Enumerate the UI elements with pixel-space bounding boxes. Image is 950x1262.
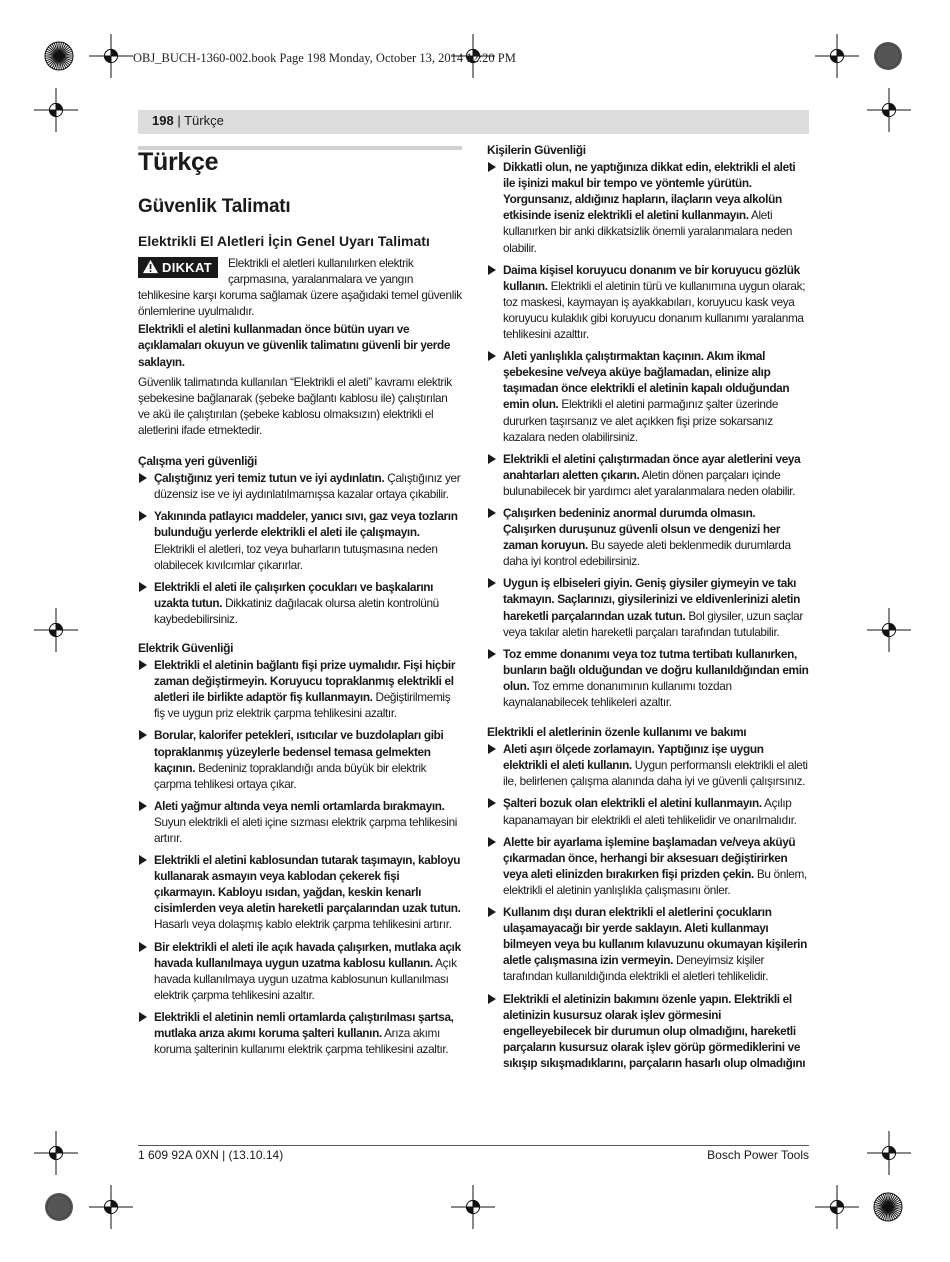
item-text: Açılıp kapanamayan bir elektrikli el aleti tehlikelidir ve onarılmalıdır.	[503, 796, 797, 827]
bullet-arrow-icon	[488, 744, 496, 754]
bullet-arrow-icon	[488, 837, 496, 847]
item-emphasis: Elektrikli el aletini kablosundan tutarak taşımayın, kabloyu kullanarak asmayın veya kablodan çekerek fişi çıkarmayın. Kabloyu ısıdan, yağdan, keskin kenarlı cisimlerden veya aletin hareketli parçalarından uzak tutun.	[154, 853, 461, 916]
item-text: Arıza akımı koruma şalterinin kullanımı elektrik çarpma tehlikesini azaltır.	[154, 1026, 449, 1057]
electrical-item	[138, 657, 462, 721]
item-text: Deneyimsiz kişiler tarafından kullanıldığında elektrikli el aletleri tehlikelidir.	[503, 953, 769, 984]
read-instructions-paragraph	[138, 321, 462, 369]
item-emphasis: Elektrikli el aletinin nemli ortamlarda çalıştırılması şartsa, mutlaka arıza akımı koruma şalteri kullanın.	[154, 1009, 454, 1041]
intro-paragraph	[138, 255, 462, 319]
work-area-item	[138, 470, 462, 502]
tool-care-item	[487, 991, 809, 1071]
right-column	[487, 142, 809, 1071]
definition-paragraph: Güvenlik talimatında kullanılan “Elektrikli el aleti” kavramı elektrik şebekesine bağlanarak (şebeke bağlantı kablosu ile) çalıştırılan ve akü ile çalıştırılan (şebeke kablosu olmaksızın) elektrikli el aletlerini ifade etmektedir.	[138, 374, 452, 437]
personal-safety-item	[487, 646, 809, 710]
item-emphasis: Çalışırken bedeniniz anormal durumda olmasın. Çalışırken duruşunuz güvenli olsun ve dengenizi her zaman koruyun.	[503, 505, 781, 553]
gray-disc-mark-icon	[873, 41, 903, 71]
item-emphasis: Yakınında patlayıcı maddeler, yanıcı sıvı, gaz veya tozların bulunduğu yerlerde elektrikli el aleti ile çalışmayın.	[154, 509, 458, 540]
crosshair-mark-icon	[867, 1131, 911, 1175]
crosshair-mark-icon	[867, 608, 911, 652]
item-emphasis: Daima kişisel koruyucu donanım ve bir koruyucu gözlük kullanın.	[503, 262, 800, 293]
left-column	[138, 255, 462, 1057]
bullet-arrow-icon	[139, 801, 147, 811]
tool-care-item	[487, 834, 809, 898]
item-emphasis: Aleti yanlışlıkla çalıştırmaktan kaçının. Akım ikmal şebekesine ve/veya aküye bağlamadan, elinize alıp taşımadan önce elektrikli el aletinin kapalı olduğundan emin olun.	[503, 349, 790, 412]
item-emphasis: Elektrikli el aletinizin bakımını özenle yapın. Elektrikli el aletinizin kusursuz olarak işlev görmesini engelleyebilecek bir durumun olup olmadığını, hareketli parçaların kusursuz olarak işlev görüp görmediklerini ve sıkışıp sıkışmadıklarını, parçaların hasarlı olup olmadığını	[503, 991, 806, 1070]
bullet-arrow-icon	[488, 162, 496, 172]
item-text: Değiştirilmemiş fiş ve uygun priz elektrik çarpma tehlikesini azaltır.	[154, 690, 451, 721]
personal-safety-item	[487, 348, 809, 445]
footer-brand: Bosch Power Tools	[707, 1148, 809, 1162]
page-subtitle: Güvenlik Talimatı	[138, 196, 291, 217]
item-emphasis: Dikkatli olun, ne yaptığınıza dikkat edin, elektrikli el aleti ile işinizi makul bir tempo ve yöntemle yürütün. Yorgunsanız, aldığınız hapların, ilaçların veya alkolün etkisinde iseniz elektrikli el aletini kullanmayın.	[503, 160, 796, 223]
bullet-arrow-icon	[488, 508, 496, 518]
item-text: Dikkatiniz dağılacak olursa aletin kontrolünü kaybedebilirsiniz.	[154, 595, 439, 626]
item-emphasis: Çalıştığınız yeri temiz tutun ve iyi aydınlatın.	[154, 471, 385, 486]
warning-label: DIKKAT	[162, 260, 212, 275]
work-area-heading: Çalışma yeri güvenliği	[138, 454, 258, 469]
read-instructions-text: Elektrikli el aletini kullanmadan önce bütün uyarı ve açıklamaları okuyun ve güvenlik talimatını güvenli bir yerde saklayın.	[138, 322, 451, 369]
item-text: Aletin dönen parçaları içinde bulunabilecek bir yardımcı alet yaralanmalara neden olabilir.	[503, 467, 796, 498]
crosshair-mark-icon	[815, 1185, 859, 1229]
item-emphasis: Toz emme donanımı veya toz tutma tertibatı kullanırken, bunların bağlı olduğundan ve doğru kullanıldığından emin olun.	[503, 646, 809, 693]
item-text: Hasarlı veya dolaşmış kablo elektrik çarpma tehlikesini artırır.	[154, 917, 452, 932]
electrical-item	[138, 852, 462, 932]
crosshair-mark-icon	[451, 1185, 495, 1229]
tool-care-item	[487, 904, 809, 984]
page-header: 198 | Türkçe	[152, 113, 224, 128]
electrical-item	[138, 1009, 462, 1057]
electrical-item	[138, 727, 462, 791]
personal-safety-heading: Kişilerin Güvenliği	[487, 143, 586, 157]
item-text: Bedeniniz topraklandığı anda büyük bir elektrik çarpma tehlikesi ortaya çıkar.	[154, 760, 427, 791]
page-number: 198	[152, 113, 174, 128]
item-emphasis: Kullanım dışı duran elektrikli el aletlerini çocukların ulaşamayacağı bir yerde saklayın. Aleti kullanmayı bilmeyen veya bu kullanım kılavuzunu okumayan kişilerin aletle çalışmasına izin vermeyin.	[503, 905, 807, 968]
tool-care-list	[487, 741, 809, 1071]
bullet-arrow-icon	[139, 660, 147, 670]
item-text: Suyun elektrikli el aleti içine sızması elektrik çarpma tehlikesini artırır.	[154, 814, 458, 845]
item-text: Elektrikli el aletini parmağınız şalter üzerinde dururken taşırsanız ve alet açıkken fişi prize sokarsanız kazalara neden olabilirsiniz.	[503, 397, 779, 444]
bullet-arrow-icon	[488, 798, 496, 808]
item-text: Elektrikli el aletinin türü ve kullanımına uygun olarak; toz maskesi, kaymayan iş ayakkabıları, koruyucu kask veya koruyucu kulaklık gibi koruyucu donanım kullanımı yaralanma tehlikesini azalttır.	[503, 278, 806, 342]
item-emphasis: Elektrikli el aletini çalıştırmadan önce ayar aletlerini veya anahtarları aletten çıkarın.	[503, 451, 801, 482]
item-text: Bol giysiler, uzun saçlar veya takılar aletin hareketli parçaları tarafından tutulabilir.	[503, 608, 803, 639]
crosshair-mark-icon	[34, 88, 78, 132]
item-text: Elektrikli el aletleri, toz veya buharların tutuşmasına neden olabilecek kıvılcımlar çıkarırlar.	[154, 541, 438, 572]
item-emphasis: Alette bir ayarlama işlemine başlamadan ve/veya aküyü çıkarmadan önce, herhangi bir aksesuarı değiştirirken veya aleti elinizden bırakırken fişi prizden çekin.	[503, 834, 796, 881]
electrical-item	[138, 798, 462, 846]
personal-safety-item	[487, 575, 809, 639]
footer-rule	[138, 1145, 809, 1146]
item-emphasis: Şalteri bozuk olan elektrikli el aletini kullanmayın.	[503, 796, 762, 811]
gray-disc-mark-icon	[44, 1192, 74, 1222]
bullet-arrow-icon	[139, 473, 147, 483]
personal-safety-item	[487, 505, 809, 569]
intro-text: Elektrikli el aletleri kullanılırken elektrik çarpmasına, yaralanmalara ve yangın tehlikesine karşı koruma sağlamak üzere aşağıdaki temel güvenlik önlemlerine uyulmalıdır.	[138, 256, 462, 319]
page-title: Türkçe	[138, 148, 219, 176]
bullet-arrow-icon	[488, 265, 496, 275]
item-emphasis: Elektrikli el aleti ile çalışırken çocukları ve başkalarını uzakta tutun.	[154, 579, 434, 610]
page-language: Türkçe	[184, 113, 224, 128]
bullet-arrow-icon	[488, 351, 496, 361]
personal-safety-item	[487, 159, 809, 256]
tool-care-item	[487, 741, 809, 789]
personal-safety-item	[487, 262, 809, 342]
crosshair-mark-icon	[89, 1185, 133, 1229]
warning-triangle-icon	[142, 259, 159, 274]
bullet-arrow-icon	[488, 994, 496, 1004]
item-emphasis: Aleti yağmur altında veya nemli ortamlarda bırakmayın.	[154, 798, 445, 813]
item-emphasis: Uygun iş elbiseleri giyin. Geniş giysiler giymeyin ve takı takmayın. Saçlarınızı, giysilerinizi ve eldivenlerinizi aletin hareketli parçalarından uzak tutun.	[503, 576, 800, 623]
electrical-list	[138, 657, 462, 1057]
bullet-arrow-icon	[488, 649, 496, 659]
personal-safety-list	[487, 159, 809, 710]
section-heading: Elektrikli El Aletleri İçin Genel Uyarı Talimatı	[138, 233, 430, 249]
crosshair-mark-icon	[34, 608, 78, 652]
item-text: Bu önlem, elektrikli el aletinin yanlışlıkla çalışmasını önler.	[503, 866, 807, 897]
warning-badge	[138, 257, 218, 278]
tool-care-item	[487, 795, 809, 827]
tool-care-heading: Elektrikli el aletlerinin özenle kullanımı ve bakımı	[487, 725, 747, 740]
bullet-arrow-icon	[139, 1012, 147, 1022]
work-area-list	[138, 470, 462, 627]
star-target-mark-icon	[873, 1192, 903, 1222]
item-emphasis: Borular, kalorifer petekleri, ısıtıcılar ve buzdolapları gibi topraklanmış yüzeylerle bedensel temasa gelmekten kaçının.	[154, 728, 444, 775]
item-text: Aleti kullanırken bir anki dikkatsizlik önemli yaralanmalara neden olabilir.	[503, 208, 793, 255]
item-text: Açık havada kullanılmaya uygun uzatma kablosunun kullanılması elektrik çarpma tehlikesini azaltır.	[154, 955, 457, 1002]
item-emphasis: Elektrikli el aletinin bağlantı fişi prize uymalıdır. Fişi hiçbir zaman değiştirmeyin. Koruyucu topraklanmış elektrikli el aletleri ile birlikte adaptör fiş kullanmayın.	[154, 658, 456, 705]
work-area-item	[138, 508, 462, 572]
item-text: Bu sayede aleti beklenmedik durumlarda daha iyi kontrol edebilirsiniz.	[503, 538, 791, 569]
bullet-arrow-icon	[139, 511, 147, 521]
bullet-arrow-icon	[139, 855, 147, 865]
crosshair-mark-icon	[89, 34, 133, 78]
item-emphasis: Bir elektrikli el aleti ile açık havada çalışırken, mutlaka açık havada kullanılmaya uygun uzatma kablosu kullanın.	[154, 939, 461, 970]
page-header-band	[138, 110, 809, 134]
bullet-arrow-icon	[488, 578, 496, 588]
footer-document-number: 1 609 92A 0XN | (13.10.14)	[138, 1148, 284, 1162]
electrical-heading: Elektrik Güvenliği	[138, 640, 234, 655]
bullet-arrow-icon	[139, 942, 147, 952]
book-header: OBJ_BUCH-1360-002.book Page 198 Monday, October 13, 2014 12:20 PM	[133, 51, 516, 65]
crosshair-mark-icon	[34, 1131, 78, 1175]
crosshair-mark-icon	[867, 88, 911, 132]
item-text: Çalıştığınız yer düzensiz ise ve iyi aydınlatılmamışsa kazalar ortaya çıkabilir.	[154, 471, 461, 502]
item-emphasis: Aleti aşırı ölçede zorlamayın. Yaptığınız işe uygun elektrikli el aleti kullanın.	[503, 742, 764, 773]
electrical-item	[138, 939, 462, 1003]
personal-safety-item	[487, 451, 809, 499]
item-text: Toz emme donanımının kullanımı tozdan kaynalanabilecek tehlikeleri azaltır.	[503, 678, 732, 709]
bullet-arrow-icon	[488, 454, 496, 464]
crosshair-mark-icon	[815, 34, 859, 78]
star-target-mark-icon	[44, 41, 74, 71]
work-area-item	[138, 579, 462, 627]
bullet-arrow-icon	[488, 907, 496, 917]
bullet-arrow-icon	[139, 730, 147, 740]
bullet-arrow-icon	[139, 582, 147, 592]
item-text: Uygun performanslı elektrikli el aleti ile, belirlenen çalışma alanında daha iyi ve güvenli çalışırsınız.	[503, 758, 808, 789]
